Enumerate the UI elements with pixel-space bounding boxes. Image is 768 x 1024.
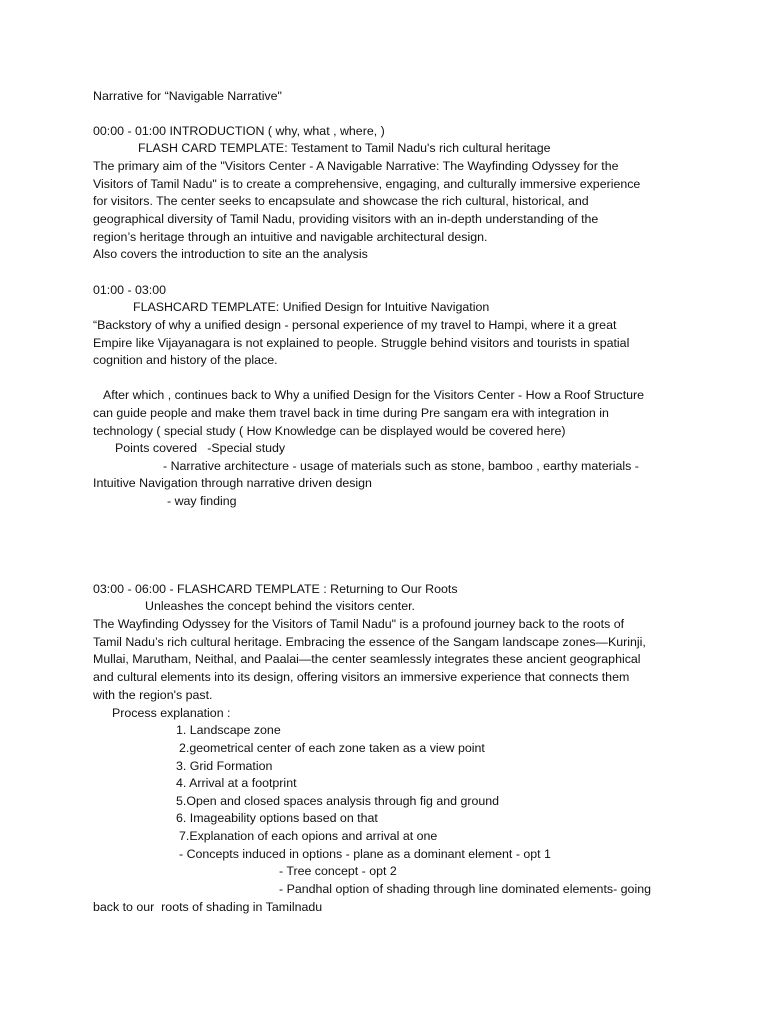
section-3-body-line: Tamil Nadu’s rich cultural heritage. Embracing the essence of the Sangam landscape zones—Kurinji, xyxy=(93,635,646,649)
process-step: 2.geometrical center of each zone taken as a view point xyxy=(179,741,485,755)
process-step: 4. Arrival at a footprint xyxy=(176,776,297,790)
section-2-flashcard: FLASHCARD TEMPLATE: Unified Design for Intuitive Navigation xyxy=(133,300,490,314)
tree-concept: - Tree concept - opt 2 xyxy=(279,864,397,878)
section-1-body-line: region’s heritage through an intuitive and navigable architectural design. xyxy=(93,230,488,244)
section-2-body-line: “Backstory of why a unified design - personal experience of my travel to Hampi, where it a great xyxy=(93,318,617,332)
section-3-body-line: with the region's past. xyxy=(93,688,213,702)
section-2-body-line: cognition and history of the place. xyxy=(93,353,278,367)
section-1-body-line: Also covers the introduction to site an the analysis xyxy=(93,247,368,261)
section-1-body-line: Visitors of Tamil Nadu" is to create a comprehensive, engaging, and culturally immersive experience xyxy=(93,177,641,191)
process-step: 7.Explanation of each opions and arrival at one xyxy=(179,829,438,843)
section-1-body-line: The primary aim of the "Visitors Center - A Navigable Narrative: The Wayfinding Odyssey for the xyxy=(93,159,619,173)
process-step: 6. Imageability options based on that xyxy=(176,811,378,825)
point-way-finding: - way finding xyxy=(167,494,237,508)
process-step: - Concepts induced in options - plane as a dominant element - opt 1 xyxy=(179,847,551,861)
section-1-flashcard: FLASH CARD TEMPLATE: Testament to Tamil Nadu's rich cultural heritage xyxy=(138,141,551,155)
section-1-body-line: geographical diversity of Tamil Nadu, providing visitors with an in-depth understanding of the xyxy=(93,212,599,226)
process-step: 3. Grid Formation xyxy=(176,759,273,773)
section-2-body-line: Empire like Vijayanagara is not explained to people. Struggle behind visitors and tourists in spatial xyxy=(93,336,630,350)
section-1-heading: 00:00 - 01:00 INTRODUCTION ( why, what , where, ) xyxy=(93,124,385,138)
process-step: 1. Landscape zone xyxy=(176,723,281,737)
point-intuitive-navigation: Intuitive Navigation through narrative driven design xyxy=(93,476,372,490)
section-3-subheading: Unleashes the concept behind the visitors center. xyxy=(145,599,416,613)
document-title: Narrative for “Navigable Narrative" xyxy=(93,89,282,103)
section-3-body-line: Mullai, Marutham, Neithal, and Paalai—the center seamlessly integrates these ancient geographical xyxy=(93,652,641,666)
section-3-body-line: The Wayfinding Odyssey for the Visitors of Tamil Nadu" is a profound journey back to the roots of xyxy=(93,617,625,631)
process-step: 5.Open and closed spaces analysis through fig and ground xyxy=(176,794,500,808)
section-3-heading: 03:00 - 06:00 - FLASHCARD TEMPLATE : Returning to Our Roots xyxy=(93,582,458,596)
section-2-body2-line: technology ( special study ( How Knowledge can be displayed would be covered here) xyxy=(93,424,566,438)
section-2-body2-line: After which , continues back to Why a unified Design for the Visitors Center - How a Roof Structure xyxy=(103,388,645,402)
section-1-body-line: for visitors. The center seeks to encapsulate and showcase the rich cultural, historical, and xyxy=(93,194,589,208)
process-explanation-label: Process explanation : xyxy=(112,706,231,720)
section-2-body2-line: can guide people and make them travel back in time during Pre sangam era with integration in xyxy=(93,406,609,420)
point-narrative-architecture: - Narrative architecture - usage of materials such as stone, bamboo , earthy materials - xyxy=(163,459,639,473)
points-covered: Points covered -Special study xyxy=(115,441,286,455)
section-2-heading: 01:00 - 03:00 xyxy=(93,283,167,297)
section-3-body-line: and cultural elements into its design, offering visitors an immersive experience that connects them xyxy=(93,670,630,684)
pandhal-option-continued: back to our roots of shading in Tamilnadu xyxy=(93,900,323,914)
pandhal-option: - Pandhal option of shading through line dominated elements- going xyxy=(279,882,651,896)
